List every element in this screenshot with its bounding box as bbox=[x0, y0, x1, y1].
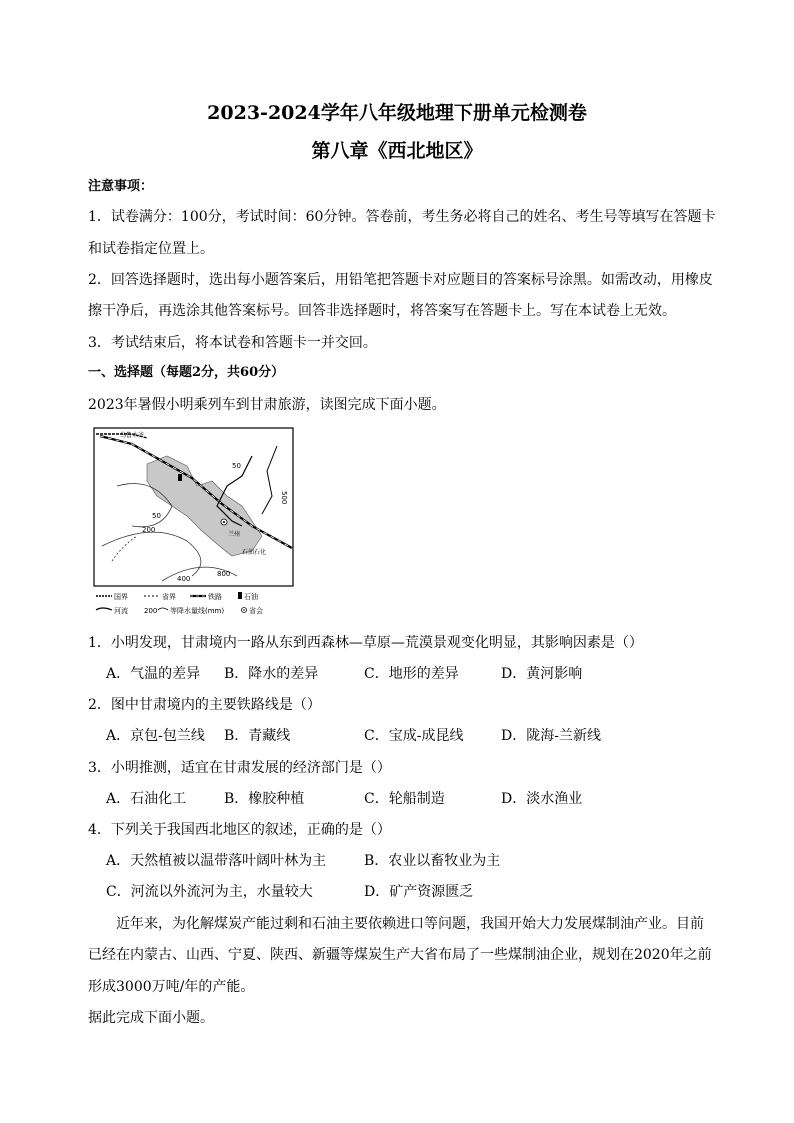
map-iso-400: 400 bbox=[177, 575, 191, 583]
section-heading: 一、选择题（每题2分，共60分） bbox=[88, 365, 285, 380]
q2-option-c[interactable]: C．宝成-成昆线 bbox=[364, 728, 464, 744]
page-title: 2023-2024学年八年级地理下册单元检测卷 bbox=[207, 102, 587, 124]
legend-capital: 省会 bbox=[249, 607, 263, 615]
passage-line-4: 据此完成下面小题。 bbox=[88, 1010, 214, 1026]
q3-option-b[interactable]: B．橡胶种植 bbox=[224, 791, 305, 807]
map-label-lanzhou: 兰州 bbox=[228, 531, 241, 538]
chapter-subtitle: 第八章《西北地区》 bbox=[311, 140, 483, 162]
map-iso-50a: 50 bbox=[232, 462, 241, 470]
q3-option-a[interactable]: A．石油化工 bbox=[106, 791, 187, 807]
q1-option-a[interactable]: A．气温的差异 bbox=[106, 666, 201, 682]
q1-option-d[interactable]: D．黄河影响 bbox=[501, 666, 583, 682]
section-intro: 2023年暑假小明乘列车到甘肃旅游，读图完成下面小题。 bbox=[88, 397, 446, 413]
map-iso-200: 200 bbox=[142, 526, 156, 534]
q1-option-b[interactable]: B．降水的差异 bbox=[224, 666, 319, 682]
map-iso-50b: 50 bbox=[152, 512, 161, 520]
map-label-urumqi: 乌鲁木齐 bbox=[120, 432, 145, 439]
q2-option-d[interactable]: D．陇海-兰新线 bbox=[501, 728, 601, 744]
legend-province: 省界 bbox=[162, 593, 176, 601]
legend-iso-text: 等降水量线(mm) bbox=[170, 607, 225, 615]
legend-border: 国界 bbox=[114, 593, 128, 601]
q3-option-d[interactable]: D．淡水渔业 bbox=[501, 791, 583, 807]
notes-heading: 注意事项： bbox=[88, 179, 154, 194]
q1-option-c[interactable]: C．地形的差异 bbox=[364, 666, 459, 682]
map-label-petro: 石油石化 bbox=[242, 549, 267, 556]
question-2-stem: 2．图中甘肃境内的主要铁路线是（） bbox=[88, 697, 321, 713]
legend-rail: 铁路 bbox=[208, 593, 222, 601]
map-iso-800: 800 bbox=[217, 570, 231, 578]
q4-option-a[interactable]: A．天然植被以温带落叶阔叶林为主 bbox=[106, 853, 327, 869]
q3-option-c[interactable]: C．轮船制造 bbox=[364, 791, 445, 807]
note-3: 3．考试结束后，将本试卷和答题卡一并交回。 bbox=[88, 335, 377, 351]
map-iso-500: 500 bbox=[280, 491, 288, 505]
legend-river: 河流 bbox=[114, 607, 128, 615]
legend-oil: 石油 bbox=[244, 593, 258, 601]
note-1-line2: 和试卷指定位置上。 bbox=[88, 241, 214, 257]
gansu-map-figure bbox=[92, 426, 297, 616]
question-3-stem: 3．小明推测，适宜在甘肃发展的经济部门是（） bbox=[88, 760, 391, 776]
legend-iso-value: 200 bbox=[144, 607, 158, 615]
q4-option-c[interactable]: C．河流以外流河为主，水量较大 bbox=[106, 884, 313, 900]
passage-line-2: 已经在内蒙古、山西、宁夏、陕西、新疆等煤炭生产大省布局了一些煤制油企业，规划在2020年之前 bbox=[88, 947, 712, 963]
note-2-line1: 2．回答选择题时，选出每小题答案后，用铅笔把答题卡对应题目的答案标号涂黑。如需改动，用橡皮 bbox=[88, 272, 713, 288]
note-2-line2: 擦干净后，再选涂其他答案标号。回答非选择题时，将答案写在答题卡上。写在本试卷上无效。 bbox=[88, 303, 676, 319]
passage-line-3: 形成3000万吨/年的产能。 bbox=[88, 979, 255, 995]
question-4-stem: 4．下列关于我国西北地区的叙述，正确的是（） bbox=[88, 822, 391, 838]
q2-option-b[interactable]: B．青藏线 bbox=[224, 728, 291, 744]
note-1-line1: 1．试卷满分：100分，考试时间：60分钟。答卷前，考生务必将自己的姓名、考生号等填写在答题卡 bbox=[88, 209, 716, 225]
q2-option-a[interactable]: A．京包-包兰线 bbox=[106, 728, 205, 744]
passage-line-1: 近年来，为化解煤炭产能过剩和石油主要依赖进口等问题，我国开始大力发展煤制油产业。目前 bbox=[116, 916, 704, 932]
q4-option-d[interactable]: D．矿产资源匮乏 bbox=[364, 884, 474, 900]
question-1-stem: 1．小明发现，甘肃境内一路从东到西森林—草原—荒漠景观变化明显，其影响因素是（） bbox=[88, 635, 643, 651]
q4-option-b[interactable]: B．农业以畜牧业为主 bbox=[364, 853, 501, 869]
